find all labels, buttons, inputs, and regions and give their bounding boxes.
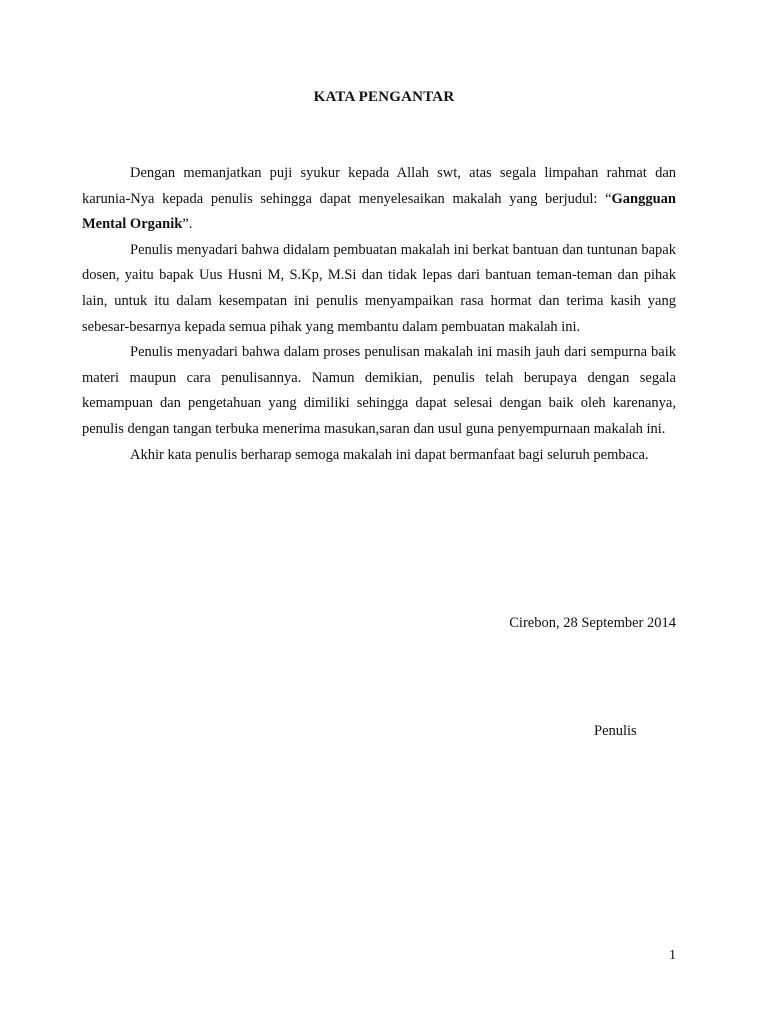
signature-author: Penulis — [594, 723, 637, 739]
paper-title: Gangguan Mental Organik — [82, 190, 676, 233]
quote-close: ”. — [182, 216, 193, 233]
paragraph-2: Penulis menyadari bahwa didalam pembuatan makalah ini berkat bantuan dan tuntunan bapak dosen, yaitu bapak Uus Husni M, S.Kp, M.Si dan tidak lepas dari bantuan teman-teman dan pihak lain, untuk itu dalam kesempatan ini penulis menyampaikan rasa hormat dan terima kasih yang sebesar-besarnya kepada semua pihak yang membantu dalam pembuatan makalah ini. — [82, 241, 676, 335]
signature-place-date: Cirebon, 28 September 2014 — [509, 615, 676, 631]
page-title: KATA PENGANTAR — [313, 89, 455, 105]
page-number: 1 — [669, 948, 676, 963]
paragraph-3: Penulis menyadari bahwa dalam proses penulisan makalah ini masih jauh dari sempurna baik materi maupun cara penulisannya. Namun demikian, penulis telah berupaya dengan segala kemampuan dan pengetahuan yang dimiliki sehingga dapat selesai dengan baik oleh karenanya, penulis dengan tangan terbuka menerima masukan,saran dan usul guna penyempurnaan makalah ini. — [82, 344, 676, 437]
body-text — [82, 161, 676, 468]
paragraph-1-text: Dengan memanjatkan puji syukur kepada Allah swt, atas segala limpahan rahmat dan karunia-Nya kepada penulis sehingga dapat menyelesaikan makalah yang berjudul: — [82, 165, 676, 207]
paragraph-1 — [82, 161, 676, 238]
quote-open: “ — [605, 190, 612, 207]
paragraph-4: Akhir kata penulis berharap semoga makalah ini dapat bermanfaat bagi seluruh pembaca. — [130, 446, 649, 463]
